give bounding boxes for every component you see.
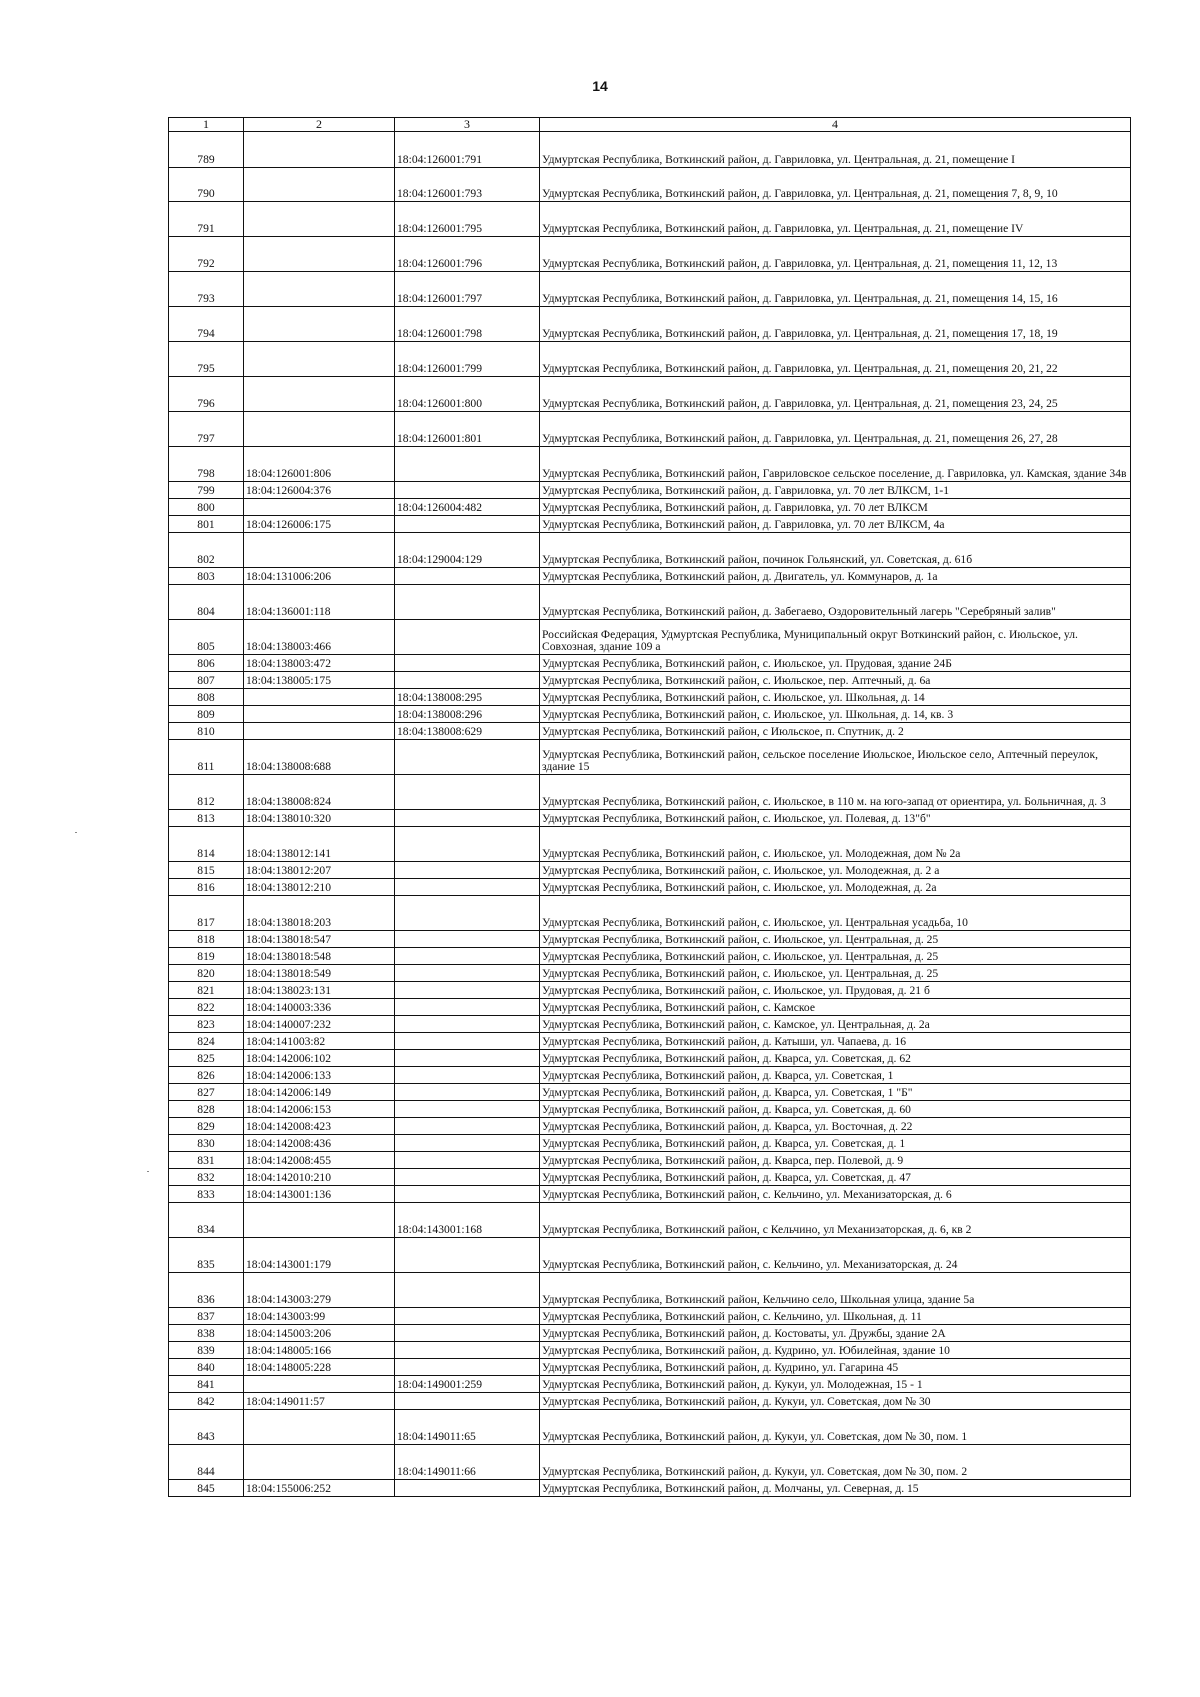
cadastral-number-col-3: 18:04:126001:791 — [395, 132, 540, 168]
cadastral-number-col-3 — [395, 620, 540, 655]
table-row — [169, 965, 1131, 982]
table-row — [169, 585, 1131, 620]
cadastral-number-col-2: 18:04:142010:210 — [244, 1169, 395, 1186]
address: Удмуртская Республика, Воткинский район, д. Гавриловка, ул. 70 лет ВЛКСМ — [540, 499, 1131, 516]
row-number: 814 — [169, 827, 244, 862]
row-number: 826 — [169, 1067, 244, 1084]
cadastral-number-col-3 — [395, 1033, 540, 1050]
address: Удмуртская Республика, Воткинский район, с Июльское, п. Спутник, д. 2 — [540, 723, 1131, 740]
cadastral-number-col-2: 18:04:142008:455 — [244, 1152, 395, 1169]
address: Удмуртская Республика, Воткинский район, с. Кельчино, ул. Механизаторская, д. 24 — [540, 1238, 1131, 1273]
table-row — [169, 1480, 1131, 1497]
table-row — [169, 516, 1131, 533]
address: Удмуртская Республика, Воткинский район, д. Кукуи, ул. Советская, дом № 30 — [540, 1393, 1131, 1410]
address: Удмуртская Республика, Воткинский район, с. Кельчино, ул. Механизаторская, д. 6 — [540, 1186, 1131, 1203]
table-row — [169, 672, 1131, 689]
table-row — [169, 1016, 1131, 1033]
address: Удмуртская Республика, Воткинский район, Кельчино село, Школьная улица, здание 5а — [540, 1273, 1131, 1308]
cadastral-number-col-3 — [395, 1169, 540, 1186]
table-row — [169, 827, 1131, 862]
table-row — [169, 1308, 1131, 1325]
address: Удмуртская Республика, Воткинский район, д. Катыши, ул. Чапаева, д. 16 — [540, 1033, 1131, 1050]
cadastral-number-col-2: 18:04:138008:824 — [244, 775, 395, 810]
address: Удмуртская Республика, Воткинский район, д. Гавриловка, ул. Центральная, д. 21, помещения 11, 12, 13 — [540, 237, 1131, 272]
cadastral-number-col-2 — [244, 237, 395, 272]
address: Удмуртская Республика, Воткинский район, с. Июльское, ул. Школьная, д. 14 — [540, 689, 1131, 706]
table-row — [169, 482, 1131, 499]
cadastral-number-col-3: 18:04:138008:296 — [395, 706, 540, 723]
cadastral-number-col-3 — [395, 585, 540, 620]
table-row — [169, 1050, 1131, 1067]
address: Удмуртская Республика, Воткинский район, с. Июльское, ул. Центральная, д. 25 — [540, 965, 1131, 982]
address: Удмуртская Республика, Воткинский район, д. Кварса, ул. Советская, д. 1 — [540, 1135, 1131, 1152]
row-number: 842 — [169, 1393, 244, 1410]
cadastral-number-col-2: 18:04:138018:547 — [244, 931, 395, 948]
header-col-4: 4 — [540, 118, 1131, 132]
table-row — [169, 1067, 1131, 1084]
row-number: 832 — [169, 1169, 244, 1186]
row-number: 800 — [169, 499, 244, 516]
cadastral-number-col-2: 18:04:155006:252 — [244, 1480, 395, 1497]
address: Удмуртская Республика, Воткинский район, с. Июльское, ул. Прудовая, здание 24Б — [540, 655, 1131, 672]
cadastral-number-col-3 — [395, 862, 540, 879]
address: Удмуртская Республика, Воткинский район, д. Кукуи, ул. Молодежная, 15 - 1 — [540, 1376, 1131, 1393]
row-number: 819 — [169, 948, 244, 965]
table-row — [169, 948, 1131, 965]
table-row — [169, 1359, 1131, 1376]
address: Удмуртская Республика, Воткинский район, с. Июльское, ул. Прудовая, д. 21 б — [540, 982, 1131, 999]
row-number: 833 — [169, 1186, 244, 1203]
cadastral-number-col-2 — [244, 533, 395, 568]
address: Удмуртская Республика, Воткинский район, д. Кварса, ул. Советская, д. 60 — [540, 1101, 1131, 1118]
cadastral-number-col-3: 18:04:138008:629 — [395, 723, 540, 740]
cadastral-number-col-2: 18:04:136001:118 — [244, 585, 395, 620]
row-number: 816 — [169, 879, 244, 896]
table-row — [169, 272, 1131, 307]
cadastral-number-col-2: 18:04:142006:153 — [244, 1101, 395, 1118]
table-row — [169, 999, 1131, 1016]
cadastral-number-col-3 — [395, 655, 540, 672]
cadastral-number-col-2 — [244, 1376, 395, 1393]
cadastral-number-col-2: 18:04:131006:206 — [244, 568, 395, 585]
row-number: 804 — [169, 585, 244, 620]
table-row — [169, 1376, 1131, 1393]
table-row — [169, 896, 1131, 931]
table-row — [169, 689, 1131, 706]
address: Удмуртская Республика, Воткинский район, с. Июльское, ул. Молодежная, д. 2 а — [540, 862, 1131, 879]
row-number: 810 — [169, 723, 244, 740]
table-row — [169, 1186, 1131, 1203]
table-row — [169, 168, 1131, 202]
row-number: 818 — [169, 931, 244, 948]
address: Удмуртская Республика, Воткинский район, д. Кудрино, ул. Гагарина 45 — [540, 1359, 1131, 1376]
cadastral-number-col-2: 18:04:138018:203 — [244, 896, 395, 931]
cadastral-number-col-2: 18:04:142006:133 — [244, 1067, 395, 1084]
address: Удмуртская Республика, Воткинский район, д. Гавриловка, ул. Центральная, д. 21, помещения 23, 24, 25 — [540, 377, 1131, 412]
cadastral-number-col-3 — [395, 1152, 540, 1169]
table-row — [169, 1084, 1131, 1101]
table-row — [169, 810, 1131, 827]
address: Удмуртская Республика, Воткинский район, сельское поселение Июльское, Июльское село, Аптечный переулок, здание 15 — [540, 740, 1131, 775]
row-number: 836 — [169, 1273, 244, 1308]
table-row — [169, 342, 1131, 377]
cadastral-number-col-3: 18:04:129004:129 — [395, 533, 540, 568]
cadastral-number-col-2: 18:04:138003:472 — [244, 655, 395, 672]
table-row — [169, 1342, 1131, 1359]
address: Удмуртская Республика, Воткинский район, д. Кварса, ул. Советская, 1 "Б" — [540, 1084, 1131, 1101]
cadastral-number-col-3: 18:04:126001:795 — [395, 202, 540, 237]
cadastral-number-col-2: 18:04:138012:141 — [244, 827, 395, 862]
row-number: 813 — [169, 810, 244, 827]
row-number: 803 — [169, 568, 244, 585]
table-row — [169, 568, 1131, 585]
cadastral-number-col-2 — [244, 1445, 395, 1480]
cadastral-number-col-2: 18:04:138023:131 — [244, 982, 395, 999]
cadastral-number-col-3 — [395, 827, 540, 862]
row-number: 821 — [169, 982, 244, 999]
table-row — [169, 1203, 1131, 1238]
table-row — [169, 620, 1131, 655]
table-row — [169, 237, 1131, 272]
table-row — [169, 706, 1131, 723]
row-number: 792 — [169, 237, 244, 272]
cadastral-number-col-2 — [244, 1410, 395, 1445]
cadastral-number-col-2: 18:04:142006:102 — [244, 1050, 395, 1067]
address: Удмуртская Республика, Воткинский район, Гавриловское сельское поселение, д. Гавриловка, ул. Камская, здание 34в — [540, 447, 1131, 482]
address: Удмуртская Республика, Воткинский район, с. Июльское, ул. Центральная, д. 25 — [540, 948, 1131, 965]
cadastral-number-col-2: 18:04:126001:806 — [244, 447, 395, 482]
cadastral-number-col-3 — [395, 1342, 540, 1359]
cadastral-number-col-3 — [395, 1480, 540, 1497]
cadastral-number-col-3: 18:04:138008:295 — [395, 689, 540, 706]
cadastral-number-col-3 — [395, 1325, 540, 1342]
row-number: 827 — [169, 1084, 244, 1101]
cadastral-number-col-3: 18:04:126001:796 — [395, 237, 540, 272]
cadastral-number-col-2: 18:04:141003:82 — [244, 1033, 395, 1050]
row-number: 815 — [169, 862, 244, 879]
row-number: 844 — [169, 1445, 244, 1480]
row-number: 831 — [169, 1152, 244, 1169]
cadastral-number-col-2 — [244, 132, 395, 168]
scan-speck — [75, 832, 77, 833]
table-row — [169, 447, 1131, 482]
table-row — [169, 655, 1131, 672]
address: Удмуртская Республика, Воткинский район, с Кельчино, ул Механизаторская, д. 6, кв 2 — [540, 1203, 1131, 1238]
cadastral-number-col-2: 18:04:142008:423 — [244, 1118, 395, 1135]
row-number: 809 — [169, 706, 244, 723]
row-number: 841 — [169, 1376, 244, 1393]
address: Удмуртская Республика, Воткинский район, д. Гавриловка, ул. Центральная, д. 21, помещение IV — [540, 202, 1131, 237]
row-number: 801 — [169, 516, 244, 533]
table-row — [169, 1101, 1131, 1118]
row-number: 798 — [169, 447, 244, 482]
cadastral-number-col-2 — [244, 307, 395, 342]
table-row — [169, 1445, 1131, 1480]
cadastral-number-col-2: 18:04:138005:175 — [244, 672, 395, 689]
cadastral-number-col-3 — [395, 965, 540, 982]
cadastral-number-col-3: 18:04:126001:797 — [395, 272, 540, 307]
cadastral-number-col-2 — [244, 723, 395, 740]
row-number: 811 — [169, 740, 244, 775]
row-number: 834 — [169, 1203, 244, 1238]
address: Удмуртская Республика, Воткинский район, д. Гавриловка, ул. 70 лет ВЛКСМ, 1-1 — [540, 482, 1131, 499]
address: Удмуртская Республика, Воткинский район, д. Кварса, ул. Восточная, д. 22 — [540, 1118, 1131, 1135]
cadastral-number-col-2 — [244, 706, 395, 723]
address: Удмуртская Республика, Воткинский район, д. Гавриловка, ул. Центральная, д. 21, помещения 20, 21, 22 — [540, 342, 1131, 377]
table-row — [169, 931, 1131, 948]
row-number: 805 — [169, 620, 244, 655]
row-number: 812 — [169, 775, 244, 810]
cadastral-number-col-3 — [395, 1101, 540, 1118]
address: Удмуртская Республика, Воткинский район, д. Гавриловка, ул. Центральная, д. 21, помещение I — [540, 132, 1131, 168]
row-number: 789 — [169, 132, 244, 168]
table-body — [169, 132, 1131, 1497]
row-number: 838 — [169, 1325, 244, 1342]
table-row — [169, 862, 1131, 879]
row-number: 843 — [169, 1410, 244, 1445]
cadastral-number-col-3 — [395, 931, 540, 948]
row-number: 797 — [169, 412, 244, 447]
cadastral-number-col-3 — [395, 1016, 540, 1033]
cadastral-number-col-3: 18:04:126001:799 — [395, 342, 540, 377]
address: Удмуртская Республика, Воткинский район, д. Кварса, ул. Советская, 1 — [540, 1067, 1131, 1084]
cadastral-number-col-2: 18:04:148005:166 — [244, 1342, 395, 1359]
table-row — [169, 723, 1131, 740]
cadastral-number-col-3 — [395, 1186, 540, 1203]
cadastral-number-col-3 — [395, 879, 540, 896]
cadastral-number-col-3 — [395, 1359, 540, 1376]
address: Удмуртская Республика, Воткинский район, д. Гавриловка, ул. Центральная, д. 21, помещения 17, 18, 19 — [540, 307, 1131, 342]
cadastral-number-col-2: 18:04:149011:57 — [244, 1393, 395, 1410]
row-number: 793 — [169, 272, 244, 307]
cadastral-number-col-2: 18:04:142008:436 — [244, 1135, 395, 1152]
header-col-2: 2 — [244, 118, 395, 132]
table-row — [169, 499, 1131, 516]
row-number: 807 — [169, 672, 244, 689]
cadastral-number-col-3: 18:04:149011:66 — [395, 1445, 540, 1480]
cadastral-number-col-3 — [395, 447, 540, 482]
cadastral-number-col-3: 18:04:126001:800 — [395, 377, 540, 412]
address: Удмуртская Республика, Воткинский район, д. Кварса, ул. Советская, д. 62 — [540, 1050, 1131, 1067]
header-col-1: 1 — [169, 118, 244, 132]
cadastral-number-col-2: 18:04:145003:206 — [244, 1325, 395, 1342]
cadastral-number-col-2: 18:04:138010:320 — [244, 810, 395, 827]
row-number: 828 — [169, 1101, 244, 1118]
address: Удмуртская Республика, Воткинский район, с. Камское, ул. Центральная, д. 2а — [540, 1016, 1131, 1033]
row-number: 820 — [169, 965, 244, 982]
cadastral-number-col-3 — [395, 1084, 540, 1101]
address: Удмуртская Республика, Воткинский район, с. Июльское, ул. Молодежная, дом № 2а — [540, 827, 1131, 862]
cadastral-number-col-3 — [395, 1118, 540, 1135]
cadastral-number-col-3 — [395, 568, 540, 585]
cadastral-number-col-3 — [395, 1393, 540, 1410]
cadastral-number-col-2: 18:04:126006:175 — [244, 516, 395, 533]
cadastral-number-col-3 — [395, 516, 540, 533]
row-number: 824 — [169, 1033, 244, 1050]
cadastral-number-col-3: 18:04:126004:482 — [395, 499, 540, 516]
table-row — [169, 533, 1131, 568]
cadastral-number-col-2: 18:04:148005:228 — [244, 1359, 395, 1376]
table-row — [169, 879, 1131, 896]
cadastral-number-col-3 — [395, 982, 540, 999]
cadastral-number-col-2 — [244, 499, 395, 516]
address: Удмуртская Республика, Воткинский район, с. Июльское, ул. Центральная, д. 25 — [540, 931, 1131, 948]
address: Удмуртская Республика, Воткинский район, д. Кварса, ул. Советская, д. 47 — [540, 1169, 1131, 1186]
cadastral-number-col-2: 18:04:138018:548 — [244, 948, 395, 965]
table-row — [169, 982, 1131, 999]
address: Удмуртская Республика, Воткинский район, с. Июльское, ул. Центральная усадьба, 10 — [540, 896, 1131, 931]
table-row — [169, 1238, 1131, 1273]
address: Удмуртская Республика, Воткинский район, д. Кудрино, ул. Юбилейная, здание 10 — [540, 1342, 1131, 1359]
row-number: 817 — [169, 896, 244, 931]
cadastral-number-col-3 — [395, 775, 540, 810]
address: Удмуртская Республика, Воткинский район, с. Июльское, в 110 м. на юго-запад от ориентира, ул. Больничная, д. 3 — [540, 775, 1131, 810]
table-row — [169, 1393, 1131, 1410]
address: Удмуртская Республика, Воткинский район, починок Гольянский, ул. Советская, д. 61б — [540, 533, 1131, 568]
cadastral-number-col-3 — [395, 810, 540, 827]
cadastral-number-col-3: 18:04:126001:798 — [395, 307, 540, 342]
cadastral-number-col-3 — [395, 1135, 540, 1152]
cadastral-number-col-2: 18:04:143001:179 — [244, 1238, 395, 1273]
address: Удмуртская Республика, Воткинский район, с. Июльское, ул. Полевая, д. 13"б" — [540, 810, 1131, 827]
cadastral-number-col-2 — [244, 377, 395, 412]
table-row — [169, 1410, 1131, 1445]
table-row — [169, 1118, 1131, 1135]
scan-speck — [147, 1171, 149, 1172]
address: Удмуртская Республика, Воткинский район, д. Кварса, пер. Полевой, д. 9 — [540, 1152, 1131, 1169]
cadastral-number-col-2: 18:04:143003:279 — [244, 1273, 395, 1308]
address: Удмуртская Республика, Воткинский район, с. Камское — [540, 999, 1131, 1016]
table-row — [169, 1033, 1131, 1050]
cadastral-number-col-2: 18:04:143001:136 — [244, 1186, 395, 1203]
cadastral-number-col-3 — [395, 740, 540, 775]
table-row — [169, 377, 1131, 412]
cadastral-number-col-2: 18:04:138018:549 — [244, 965, 395, 982]
address: Удмуртская Республика, Воткинский район, с. Июльское, ул. Школьная, д. 14, кв. 3 — [540, 706, 1131, 723]
address: Удмуртская Республика, Воткинский район, д. Гавриловка, ул. Центральная, д. 21, помещения 7, 8, 9, 10 — [540, 168, 1131, 202]
cadastral-number-col-3: 18:04:149001:259 — [395, 1376, 540, 1393]
cadastral-number-col-2 — [244, 342, 395, 377]
row-number: 830 — [169, 1135, 244, 1152]
cadastral-number-col-2 — [244, 689, 395, 706]
address: Удмуртская Республика, Воткинский район, д. Двигатель, ул. Коммунаров, д. 1а — [540, 568, 1131, 585]
cadastral-number-col-2: 18:04:142006:149 — [244, 1084, 395, 1101]
cadastral-number-col-2 — [244, 272, 395, 307]
row-number: 799 — [169, 482, 244, 499]
address: Российская Федерация, Удмуртская Республика, Муниципальный округ Воткинский район, с. Июльское, ул. Совхозная, здание 109 а — [540, 620, 1131, 655]
row-number: 839 — [169, 1342, 244, 1359]
address: Удмуртская Республика, Воткинский район, д. Гавриловка, ул. Центральная, д. 21, помещения 26, 27, 28 — [540, 412, 1131, 447]
table-row — [169, 1169, 1131, 1186]
row-number: 823 — [169, 1016, 244, 1033]
row-number: 790 — [169, 168, 244, 202]
table-row — [169, 412, 1131, 447]
cadastral-number-col-2: 18:04:138003:466 — [244, 620, 395, 655]
cadastral-number-col-2: 18:04:140003:336 — [244, 999, 395, 1016]
row-number: 806 — [169, 655, 244, 672]
table-row — [169, 775, 1131, 810]
table-row — [169, 132, 1131, 168]
row-number: 845 — [169, 1480, 244, 1497]
address: Удмуртская Республика, Воткинский район, д. Костоваты, ул. Дружбы, здание 2А — [540, 1325, 1131, 1342]
cadastral-number-col-2: 18:04:138012:207 — [244, 862, 395, 879]
address: Удмуртская Республика, Воткинский район, с. Июльское, пер. Аптечный, д. 6а — [540, 672, 1131, 689]
cadastral-number-col-2 — [244, 168, 395, 202]
address: Удмуртская Республика, Воткинский район, д. Кукуи, ул. Советская, дом № 30, пом. 2 — [540, 1445, 1131, 1480]
cadastral-number-col-2 — [244, 202, 395, 237]
table-row — [169, 1325, 1131, 1342]
cadastral-number-col-3 — [395, 1050, 540, 1067]
row-number: 791 — [169, 202, 244, 237]
cadastral-number-col-2: 18:04:138008:688 — [244, 740, 395, 775]
row-number: 835 — [169, 1238, 244, 1273]
row-number: 808 — [169, 689, 244, 706]
cadastral-number-col-3 — [395, 1238, 540, 1273]
row-number: 796 — [169, 377, 244, 412]
row-number: 794 — [169, 307, 244, 342]
cadastral-number-col-2: 18:04:126004:376 — [244, 482, 395, 499]
address: Удмуртская Республика, Воткинский район, д. Молчаны, ул. Северная, д. 15 — [540, 1480, 1131, 1497]
row-number: 825 — [169, 1050, 244, 1067]
cadastral-number-col-3 — [395, 672, 540, 689]
cadastral-number-col-3 — [395, 999, 540, 1016]
cadastral-number-col-3 — [395, 948, 540, 965]
cadastral-number-col-2: 18:04:138012:210 — [244, 879, 395, 896]
table-row — [169, 1273, 1131, 1308]
cadastral-number-col-3: 18:04:149011:65 — [395, 1410, 540, 1445]
cadastral-number-col-2: 18:04:140007:232 — [244, 1016, 395, 1033]
table-row — [169, 740, 1131, 775]
cadastral-number-col-3: 18:04:126001:793 — [395, 168, 540, 202]
cadastral-number-col-2: 18:04:143003:99 — [244, 1308, 395, 1325]
cadastral-number-col-3: 18:04:143001:168 — [395, 1203, 540, 1238]
address: Удмуртская Республика, Воткинский район, с. Кельчино, ул. Школьная, д. 11 — [540, 1308, 1131, 1325]
cadastral-number-col-3: 18:04:126001:801 — [395, 412, 540, 447]
address: Удмуртская Республика, Воткинский район, с. Июльское, ул. Молодежная, д. 2а — [540, 879, 1131, 896]
cadastral-number-col-3 — [395, 896, 540, 931]
row-number: 795 — [169, 342, 244, 377]
table-row — [169, 202, 1131, 237]
table-row — [169, 1152, 1131, 1169]
address: Удмуртская Республика, Воткинский район, д. Гавриловка, ул. Центральная, д. 21, помещения 14, 15, 16 — [540, 272, 1131, 307]
address: Удмуртская Республика, Воткинский район, д. Кукуи, ул. Советская, дом № 30, пом. 1 — [540, 1410, 1131, 1445]
row-number: 829 — [169, 1118, 244, 1135]
page-number: 14 — [592, 78, 608, 94]
cadastral-number-col-3 — [395, 482, 540, 499]
cadastral-number-col-3 — [395, 1273, 540, 1308]
cadastral-number-col-3 — [395, 1308, 540, 1325]
address: Удмуртская Республика, Воткинский район, д. Гавриловка, ул. 70 лет ВЛКСМ, 4а — [540, 516, 1131, 533]
table-row — [169, 1135, 1131, 1152]
row-number: 837 — [169, 1308, 244, 1325]
address: Удмуртская Республика, Воткинский район, д. Забегаево, Оздоровительный лагерь "Серебряный залив" — [540, 585, 1131, 620]
cadastral-number-col-2 — [244, 412, 395, 447]
cadastral-number-col-3 — [395, 1067, 540, 1084]
row-number: 822 — [169, 999, 244, 1016]
header-row — [169, 118, 1131, 132]
row-number: 840 — [169, 1359, 244, 1376]
cadastral-number-col-2 — [244, 1203, 395, 1238]
table-row — [169, 307, 1131, 342]
header-col-3: 3 — [395, 118, 540, 132]
row-number: 802 — [169, 533, 244, 568]
registry-table — [168, 117, 1131, 1497]
